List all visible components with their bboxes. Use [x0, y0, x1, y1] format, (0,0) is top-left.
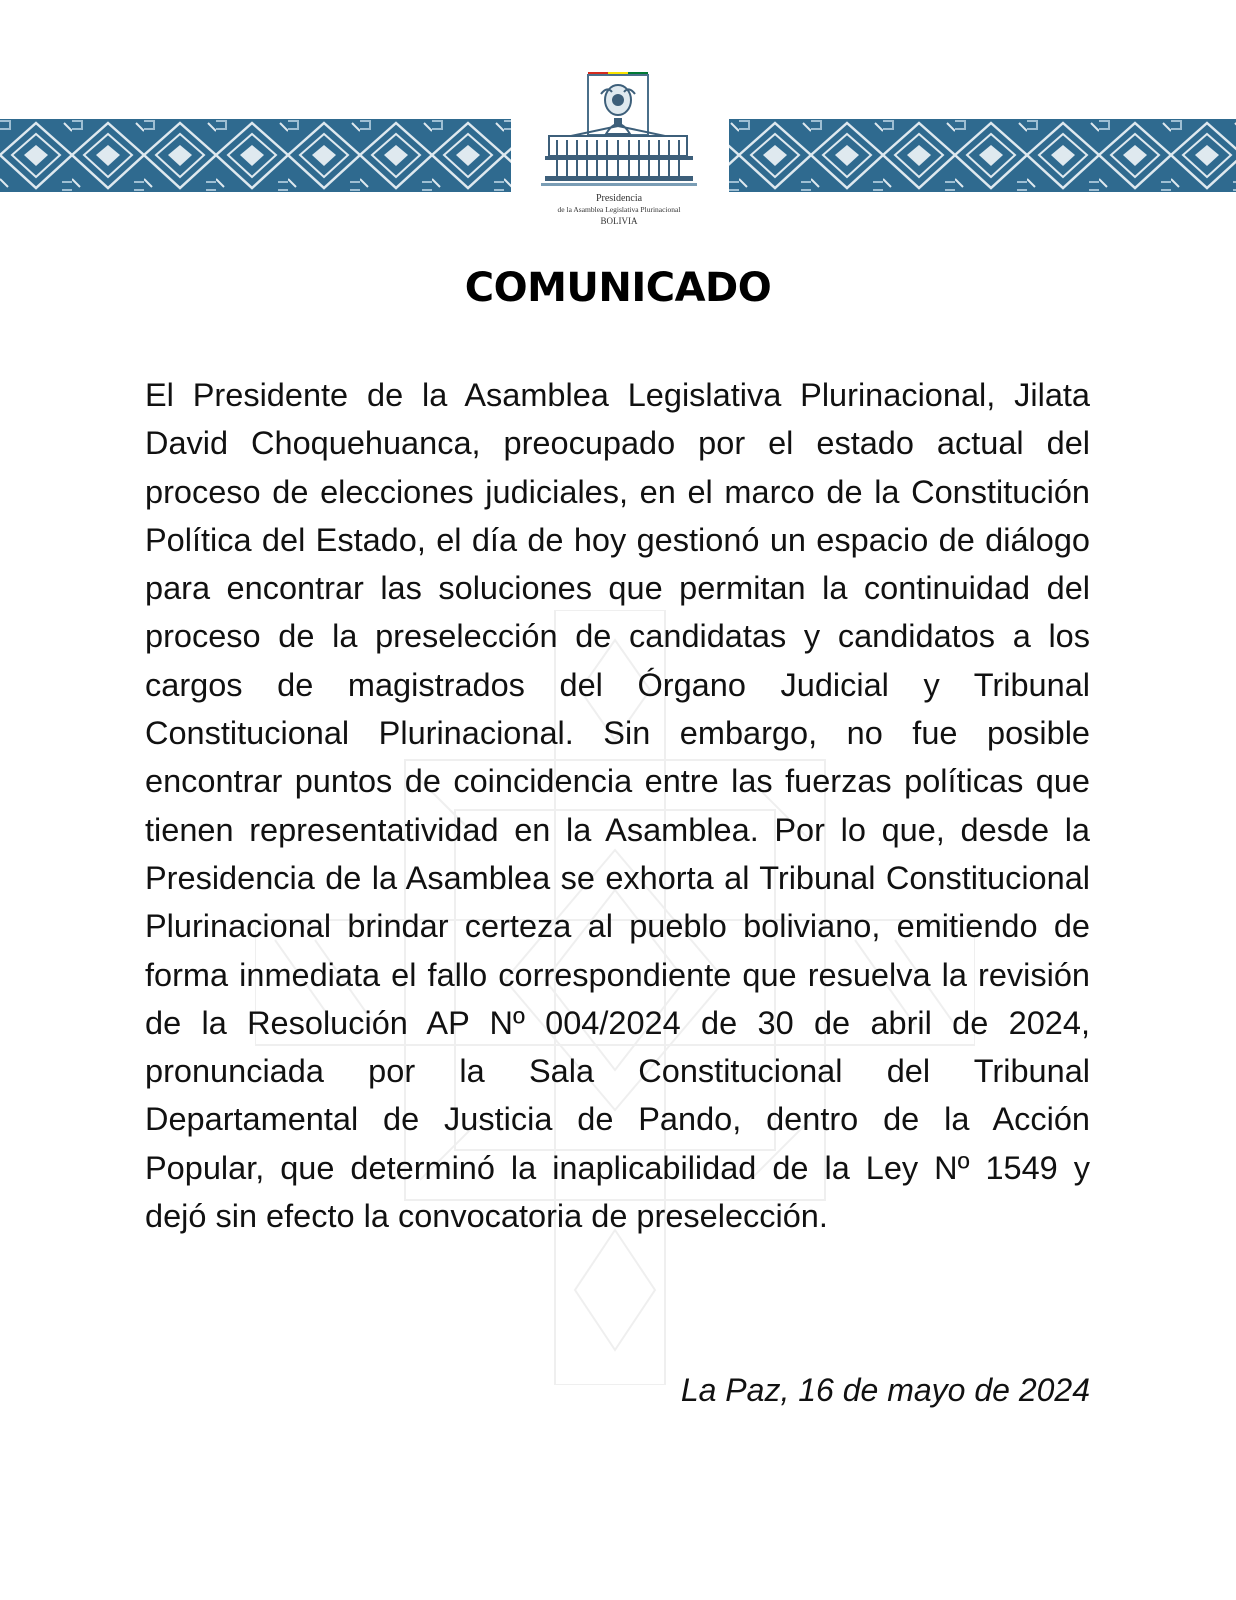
communique-body: El Presidente de la Asamblea Legislativa Plurinacional, Jilata David Choquehuanca, preocupado por el estado actual del proceso de elecciones judiciales, en el marco de la Constitución Política del Estado, el día de hoy gestionó un espacio de diálogo para encontrar las soluciones que permitan la continuidad del proceso de la preselección de candidatas y candidatos a los cargos de magistrados del Órgano Judicial y Tribunal Constitucional Plurinacional. Sin embargo, no fue posible encontrar puntos de coincidencia entre las fuerzas políticas que tienen representatividad en la Asamblea. Por lo que, desde la Presidencia de la Asamblea se exhorta al Tribunal Constitucional Plurinacional brindar certeza al pueblo boliviano, emitiendo de forma inmediata el fallo correspondiente que resuelva la revisión de la Resolución AP Nº 004/2024 de 30 de abril de 2024, pronunciada por la Sala Constitucional del Tribunal Departamental de Justicia de Pando, dentro de la Acción Popular, que determinó la inaplicabilidad de la Ley Nº 1549 y dejó sin efecto la convocatoria de preselección. [145, 377, 1090, 1235]
header-pattern-band-left [0, 119, 511, 192]
header-pattern-band-right [729, 119, 1236, 192]
document-title: COMUNICADO [464, 265, 772, 311]
logo-line-3: BOLIVIA [600, 216, 638, 226]
dateline: La Paz, 16 de mayo de 2024 [680, 1372, 1090, 1408]
assembly-logo [541, 70, 697, 234]
logo-line-1: Presidencia [595, 193, 643, 204]
legislative-palace-icon [541, 70, 697, 194]
logo-line-2: de la Asamblea Legislativa Plurinacional [557, 205, 681, 214]
